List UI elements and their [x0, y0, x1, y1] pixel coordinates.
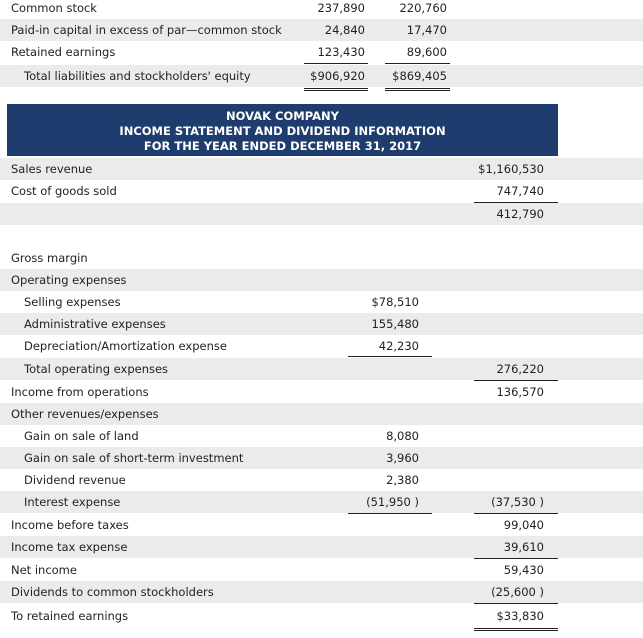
double-underline-2017 [385, 88, 450, 91]
row-label: Paid-in capital in excess of par—common stock [11, 23, 282, 37]
row-label: Administrative expenses [24, 317, 166, 331]
value: 276,220 [496, 362, 544, 376]
is-row-operating-expenses [0, 269, 643, 291]
row-label: Gain on sale of short-term investment [24, 451, 244, 465]
row-label: Interest expense [24, 495, 121, 509]
underline-2017 [385, 63, 450, 64]
value-2017: 17,470 [406, 23, 447, 37]
is-row-selling [0, 291, 643, 313]
row-label: To retained earnings [11, 609, 129, 623]
row-label: Dividend revenue [24, 473, 126, 487]
value: 3,960 [386, 451, 419, 465]
is-row-sales-revenue [0, 158, 643, 180]
statement-period: FOR THE YEAR ENDED DECEMBER 31, 2017 [143, 139, 422, 153]
is-row-administrative [0, 313, 643, 335]
value: $78,510 [371, 295, 419, 309]
value: 59,430 [503, 563, 544, 577]
statement-header [7, 104, 558, 156]
is-row-income-operations [0, 381, 643, 403]
double-underline-2018 [304, 88, 368, 91]
row-label: Income from operations [11, 385, 149, 399]
is-row-total-operating [0, 358, 643, 380]
right-value: (37,530 ) [491, 495, 544, 509]
is-row-depreciation [0, 335, 643, 357]
row-label: Sales revenue [11, 162, 93, 176]
row-label: Operating expenses [11, 273, 127, 287]
is-row-gain-land [0, 425, 643, 447]
row-label: Dividends to common stockholders [11, 585, 214, 599]
value-2017: 89,600 [406, 45, 447, 59]
is-row-dividends [0, 581, 643, 603]
double-underline-retained [474, 628, 558, 631]
company-name: NOVAK COMPANY [226, 109, 339, 123]
value: 2,380 [386, 473, 419, 487]
bs-row-paid-in-capital [0, 19, 643, 41]
value-2018: $906,920 [310, 69, 365, 83]
row-label: Gain on sale of land [24, 429, 139, 443]
row-label: Cost of goods sold [11, 184, 117, 198]
row-label: Retained earnings [11, 45, 116, 59]
is-row-other [0, 403, 643, 425]
value: 155,480 [371, 317, 419, 331]
bs-row-total [0, 65, 643, 87]
is-row-before-taxes [0, 514, 643, 536]
value: 136,570 [496, 385, 544, 399]
value: (25,600 ) [491, 585, 544, 599]
value: 39,610 [503, 540, 544, 554]
value-2017: $869,405 [392, 69, 447, 83]
value: $1,160,530 [478, 162, 544, 176]
row-label: Common stock [11, 1, 97, 15]
value: 42,230 [378, 339, 419, 353]
value: 412,790 [496, 207, 544, 221]
row-label: Income tax expense [11, 540, 128, 554]
is-row-dividend-revenue [0, 469, 643, 491]
is-row-cogs [0, 180, 643, 202]
value-2018: 237,890 [317, 1, 365, 15]
is-row-to-retained [0, 605, 643, 627]
row-label: Gross margin [11, 251, 88, 265]
is-row-interest [0, 491, 643, 513]
value-2017: 220,760 [399, 1, 447, 15]
is-row-gross-margin [0, 247, 643, 269]
row-label: Net income [11, 563, 77, 577]
value-2018: 24,840 [324, 23, 365, 37]
row-label: Income before taxes [11, 518, 129, 532]
value: (51,950 ) [366, 495, 419, 509]
row-label: Total operating expenses [24, 362, 169, 376]
value-2018: 123,430 [317, 45, 365, 59]
row-label: Other revenues/expenses [11, 407, 159, 421]
is-row-net-income [0, 559, 643, 581]
value: 8,080 [386, 429, 419, 443]
bs-row-retained-earnings [0, 41, 643, 63]
row-label: Selling expenses [24, 295, 121, 309]
value: 99,040 [503, 518, 544, 532]
underline-dividends [474, 603, 558, 604]
row-label: Total liabilities and stockholders' equity [24, 69, 251, 83]
underline-operating [348, 356, 432, 357]
value: 747,740 [496, 184, 544, 198]
bs-row-common-stock [0, 0, 643, 19]
is-row-tax [0, 536, 643, 558]
is-row-gross-value [0, 203, 643, 225]
underline-2018 [304, 63, 368, 64]
row-label: Depreciation/Amortization expense [24, 339, 227, 353]
value: $33,830 [496, 609, 544, 623]
statement-title: INCOME STATEMENT AND DIVIDEND INFORMATION [119, 124, 446, 138]
is-row-gain-sti [0, 447, 643, 469]
